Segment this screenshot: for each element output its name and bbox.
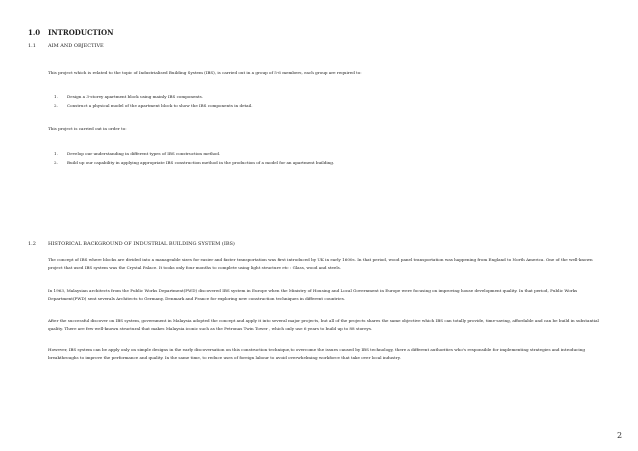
list-item-number: 1. xyxy=(54,94,58,99)
paragraph: This project which is related to the topic of Industrialised Building System (IBS), is carried out in a group of 5-6 members, each group are required to: xyxy=(48,70,362,75)
section-title: HISTORICAL BACKGROUND OF INDUSTRIAL BUILDING SYSTEM (IBS) xyxy=(48,241,235,247)
heading-number: 1.0 xyxy=(28,28,41,37)
paragraph: The concept of IBS where blocks are divided into a manageable sizes for easier and faster transportation was first introduced by UK in early 1600s. In that period, wood panel transportation was happening from England to North America. One of the well-known project that used IBS system was the Crystal Palace. It tooks only four months to complete using light structure etc : Glass, wood and steels. xyxy=(48,257,593,270)
list-item-number: 2. xyxy=(54,103,58,108)
paragraph: After the successful discover on IBS system, government in Malaysia adopted the concept and apply it into several major projects, but all of the projects shares the same objective which IBS can totally provide, time-saving, affordable and can be build in substantial quality. There are few well-known structural that makes Malaysia iconic such as the Petronas Twin Tower , which only use 6 years to build up to 88 storeys. xyxy=(48,318,599,331)
section-title: AIM AND OBJECTIVE xyxy=(48,43,104,49)
list-item: Design a 3-storey apartment block using mainly IBS components. xyxy=(67,94,204,99)
list-item: Build up our capability in applying appropriate IBS construction method in the production of a model for an apartment building. xyxy=(67,160,335,165)
section-number: 1.1 xyxy=(28,43,36,49)
list-item-number: 1. xyxy=(54,151,58,156)
list-item: Construct a physical model of the apartment block to show the IBS components in detail. xyxy=(67,103,253,108)
page-number: 2 xyxy=(617,431,623,440)
paragraph: However, IBS system can be apply only on simple designs in the early discoversation on this construction technique,to overcome the issues caused by IBS technology, there a different authorities who's responsible for implementing strategies and introducing breakthroughs to improve the performance and quality. In the same time, to reduce uses of foreign labour to avoid overwhelming workforce that take over local industry. xyxy=(48,347,585,360)
heading-title: INTRODUCTION xyxy=(48,28,114,37)
paragraph: In 1963, Malaysian architects from the Public Works Department(PWD) discovered IBS system in Europe when the Ministry of Housing and Local Government in Europe were focusing on improving house development quality. In that period, Public Works Department(PWD) sent severals Architects to Germany, Denmark and France for exploring new construction techniques in different countries. xyxy=(48,288,578,301)
list-item-number: 2. xyxy=(54,160,58,165)
section-number: 1.2 xyxy=(28,241,36,247)
list-item: Develop our understanding in different types of IBS construction method. xyxy=(67,151,221,156)
paragraph: This project is carried out in order to: xyxy=(48,126,127,131)
